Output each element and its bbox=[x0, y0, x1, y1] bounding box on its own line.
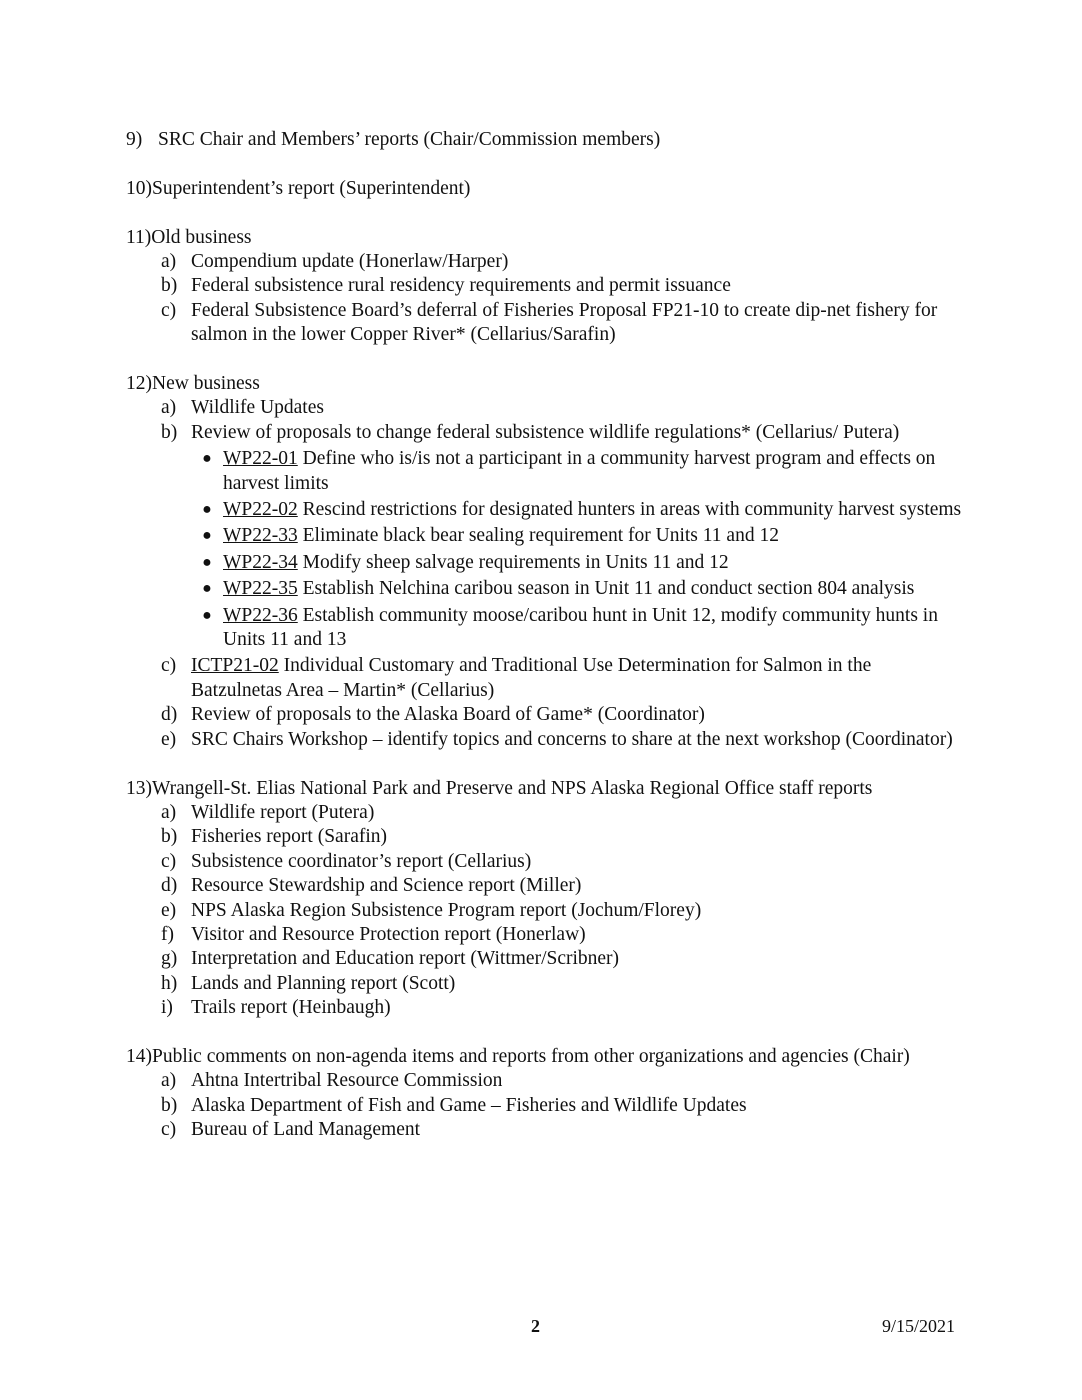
proposal-code: WP22-34 bbox=[223, 551, 298, 573]
agenda-subitem bbox=[126, 801, 966, 825]
subitem-letter: a) bbox=[161, 397, 177, 419]
subitem-text bbox=[191, 728, 966, 752]
proposal-description: Modify sheep salvage requirements in Units 11 and 12 bbox=[297, 551, 729, 573]
agenda-item-title: Superintendent’s report (Superintendent) bbox=[152, 177, 471, 199]
subitem-letter: b) bbox=[161, 1094, 178, 1116]
agenda-subitem bbox=[126, 874, 966, 898]
agenda-item-title: Wrangell-St. Elias National Park and Preserve and NPS Alaska Regional Office staff reports bbox=[152, 777, 873, 799]
subitem-description: Review of proposals to the Alaska Board of Game* (Coordinator) bbox=[191, 704, 705, 726]
footer-date: 9/15/2021 bbox=[881, 1316, 955, 1336]
agenda-item bbox=[126, 1045, 966, 1143]
agenda-subitem bbox=[126, 899, 966, 923]
agenda-item-heading bbox=[126, 226, 966, 250]
bullet-icon: ● bbox=[202, 606, 212, 624]
proposal-text bbox=[223, 551, 966, 575]
agenda-item-number: 14) bbox=[126, 1045, 152, 1067]
subitem-letter: e) bbox=[161, 728, 177, 750]
subitem-description: Lands and Planning report (Scott) bbox=[191, 972, 456, 994]
agenda-item-heading bbox=[126, 1045, 966, 1069]
agenda-item-heading bbox=[126, 177, 966, 201]
agenda-subitem bbox=[126, 728, 966, 752]
subitem-text bbox=[191, 850, 966, 874]
subitem-description: Trails report (Heinbaugh) bbox=[191, 997, 391, 1019]
proposal-item bbox=[191, 447, 966, 496]
agenda-subitem bbox=[126, 825, 966, 849]
subitem-text bbox=[191, 1094, 966, 1118]
agenda-item-title: SRC Chair and Members’ reports (Chair/Commission members) bbox=[158, 129, 661, 150]
subitem-letter: f) bbox=[161, 923, 174, 945]
subitem-letter: h) bbox=[161, 972, 178, 994]
subitem-text bbox=[191, 274, 966, 298]
subitem-description: Fisheries report (Sarafin) bbox=[191, 826, 388, 848]
bullet-icon: ● bbox=[202, 527, 212, 545]
subitem-letter: a) bbox=[161, 801, 177, 823]
subitem-description: Bureau of Land Management bbox=[191, 1119, 421, 1141]
agenda-subitem bbox=[126, 1118, 966, 1142]
subitem-description: Ahtna Intertribal Resource Commission bbox=[191, 1070, 503, 1092]
subitem-letter: i) bbox=[161, 997, 173, 1019]
agenda-item bbox=[126, 226, 966, 348]
subitem-text bbox=[191, 299, 966, 348]
subitem-text bbox=[191, 899, 966, 923]
subitem-text bbox=[191, 947, 966, 971]
proposal-code: WP22-02 bbox=[223, 499, 298, 521]
subitem-description: Wildlife Updates bbox=[191, 397, 324, 419]
agenda-subitem bbox=[126, 654, 966, 703]
agenda-subitem bbox=[126, 299, 966, 348]
agenda-item bbox=[126, 177, 966, 201]
bullet-icon: ● bbox=[202, 450, 212, 468]
proposal-description: Rescind restrictions for designated hunters in areas with community harvest systems bbox=[297, 499, 962, 521]
subitem-text bbox=[191, 421, 966, 655]
proposal-item bbox=[191, 577, 966, 601]
subitem-text bbox=[191, 654, 966, 703]
subitem-description: Alaska Department of Fish and Game – Fisheries and Wildlife Updates bbox=[191, 1094, 747, 1116]
subitem-text bbox=[191, 874, 966, 898]
proposal-text bbox=[223, 447, 966, 496]
subitem-text bbox=[191, 250, 966, 274]
agenda-list bbox=[126, 128, 966, 1167]
subitem-letter: b) bbox=[161, 275, 178, 297]
subitem-text bbox=[191, 972, 966, 996]
proposal-text bbox=[223, 577, 966, 601]
proposal-description: Establish Nelchina caribou season in Unit 11 and conduct section 804 analysis bbox=[297, 578, 915, 600]
agenda-subitem bbox=[126, 421, 966, 655]
agenda-item bbox=[126, 777, 966, 1021]
page-number: 2 bbox=[531, 1316, 540, 1336]
subitem-letter: d) bbox=[161, 704, 178, 726]
subitem-description: Visitor and Resource Protection report (Honerlaw) bbox=[191, 923, 586, 945]
subitem-text bbox=[191, 1118, 966, 1142]
proposal-text bbox=[223, 498, 966, 522]
bullet-icon: ● bbox=[202, 580, 212, 598]
agenda-item-title: Public comments on non-agenda items and reports from other organizations and agencies (Chair) bbox=[152, 1045, 910, 1067]
subitem-letter: c) bbox=[161, 850, 177, 872]
subitem-description: Review of proposals to change federal subsistence wildlife regulations* (Cellarius/ Putera) bbox=[191, 421, 900, 443]
subitem-description: Wildlife report (Putera) bbox=[191, 801, 375, 823]
subitem-letter: e) bbox=[161, 899, 177, 921]
agenda-item-number: 9) bbox=[126, 129, 143, 150]
proposal-item bbox=[191, 498, 966, 522]
proposal-text bbox=[223, 524, 966, 548]
subitem-text bbox=[191, 703, 966, 727]
agenda-item-number: 12) bbox=[126, 373, 152, 395]
agenda-subitem bbox=[126, 850, 966, 874]
agenda-item bbox=[126, 372, 966, 752]
agenda-subitem bbox=[126, 1069, 966, 1093]
agenda-item-heading bbox=[126, 372, 966, 396]
subitem-description: Compendium update (Honerlaw/Harper) bbox=[191, 251, 509, 272]
proposal-item bbox=[191, 524, 966, 548]
subitem-letter: c) bbox=[161, 299, 177, 321]
subitem-description: SRC Chairs Workshop – identify topics and concerns to share at the next workshop (Coordinator) bbox=[191, 728, 953, 750]
agenda-item-heading bbox=[126, 777, 966, 801]
agenda-item bbox=[126, 128, 966, 152]
subitem-letter: b) bbox=[161, 826, 178, 848]
subitem-text bbox=[191, 996, 966, 1020]
agenda-subitem bbox=[126, 703, 966, 727]
subitem-letter: c) bbox=[161, 655, 177, 677]
proposal-list bbox=[191, 447, 966, 652]
subitem-text bbox=[191, 825, 966, 849]
agenda-subitem bbox=[126, 274, 966, 298]
agenda-subitem bbox=[126, 250, 966, 274]
agenda-subitem bbox=[126, 396, 966, 420]
subitem-description: NPS Alaska Region Subsistence Program report (Jochum/Florey) bbox=[191, 899, 702, 921]
subitem-letter: a) bbox=[161, 1070, 177, 1092]
subitem-text bbox=[191, 396, 966, 420]
subitem-description: Federal Subsistence Board’s deferral of Fisheries Proposal FP21-10 to create dip-net fishery for salmon in the lower Copper River* (Cellarius/Sarafin) bbox=[191, 299, 938, 346]
agenda-item-number: 13) bbox=[126, 777, 152, 799]
proposal-description: Eliminate black bear sealing requirement for Units 11 and 12 bbox=[297, 525, 779, 547]
subitem-description: Resource Stewardship and Science report (Miller) bbox=[191, 875, 582, 897]
subitem-text bbox=[191, 801, 966, 825]
agenda-item-number: 11) bbox=[126, 226, 152, 248]
subitem-description: Interpretation and Education report (Wittmer/Scribner) bbox=[191, 948, 620, 970]
subitem-letter: c) bbox=[161, 1119, 177, 1141]
subitem-description: Federal subsistence rural residency requirements and permit issuance bbox=[191, 275, 731, 297]
subitem-letter: g) bbox=[161, 948, 178, 970]
agenda-subitem bbox=[126, 1094, 966, 1118]
proposal-description: Define who is/is not a participant in a community harvest program and effects on harvest limits bbox=[223, 448, 936, 494]
subitem-letter: a) bbox=[161, 251, 177, 272]
bullet-icon: ● bbox=[202, 553, 212, 571]
subitem-text bbox=[191, 1069, 966, 1093]
proposal-item bbox=[191, 551, 966, 575]
agenda-item-title: Old business bbox=[151, 226, 252, 248]
proposal-text bbox=[223, 604, 966, 653]
proposal-code: WP22-36 bbox=[223, 604, 298, 626]
subitem-letter: d) bbox=[161, 875, 178, 897]
agenda-item-number: 10) bbox=[126, 177, 152, 199]
agenda-item-heading bbox=[126, 128, 966, 152]
proposal-code: WP22-33 bbox=[223, 525, 298, 547]
subitem-description: Subsistence coordinator’s report (Cellarius) bbox=[191, 850, 532, 872]
agenda-subitem bbox=[126, 996, 966, 1020]
agenda-item-title: New business bbox=[152, 373, 260, 395]
subitem-letter: b) bbox=[161, 421, 178, 443]
proposal-code: WP22-35 bbox=[223, 578, 298, 600]
proposal-item bbox=[191, 604, 966, 653]
proposal-code: ICTP21-02 bbox=[191, 655, 279, 677]
agenda-subitem bbox=[126, 972, 966, 996]
proposal-code: WP22-01 bbox=[223, 448, 298, 470]
agenda-subitem bbox=[126, 923, 966, 947]
proposal-description: Establish community moose/caribou hunt in Unit 12, modify community hunts in Units 11 and 13 bbox=[223, 604, 938, 651]
agenda-subitem bbox=[126, 947, 966, 971]
subitem-description: Individual Customary and Traditional Use Determination for Salmon in the Batzulnetas Area – Martin* (Cellarius) bbox=[191, 655, 872, 701]
bullet-icon: ● bbox=[202, 501, 212, 519]
subitem-text bbox=[191, 923, 966, 947]
